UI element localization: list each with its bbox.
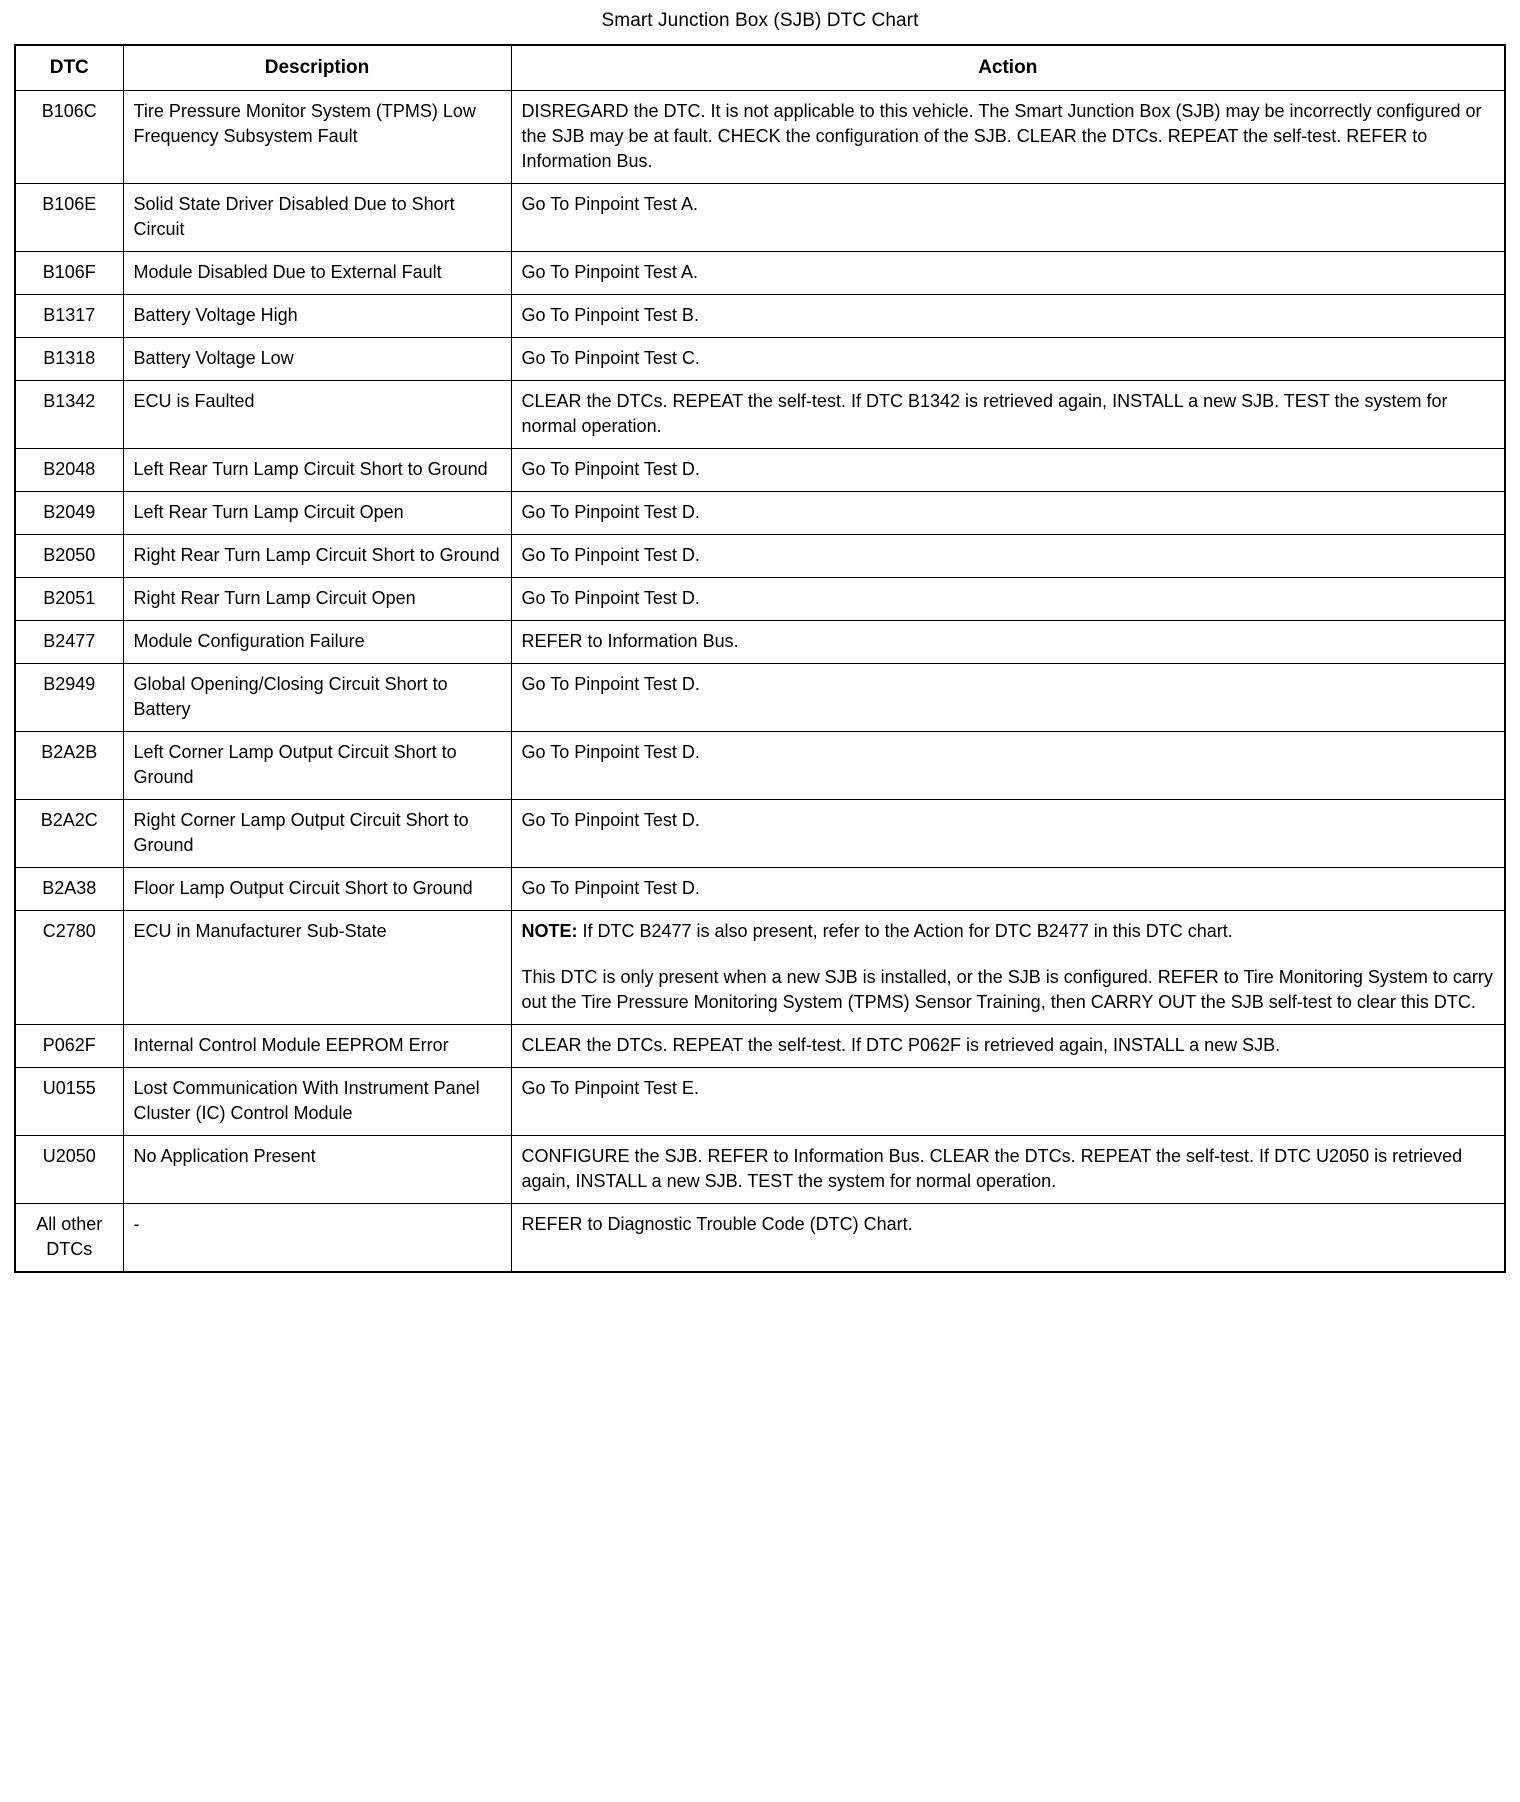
cell-dtc: B1342 <box>15 381 123 449</box>
cell-description: Left Rear Turn Lamp Circuit Open <box>123 492 511 535</box>
cell-dtc: P062F <box>15 1025 123 1068</box>
cell-description: Left Corner Lamp Output Circuit Short to Ground <box>123 732 511 800</box>
table-row <box>15 1204 1505 1273</box>
table-row <box>15 1068 1505 1136</box>
cell-dtc: B2A2C <box>15 800 123 868</box>
cell-dtc: B106C <box>15 91 123 184</box>
cell-description: Battery Voltage Low <box>123 338 511 381</box>
cell-dtc: B106F <box>15 252 123 295</box>
cell-action: Go To Pinpoint Test D. <box>511 664 1505 732</box>
cell-dtc: B2051 <box>15 578 123 621</box>
table-row <box>15 911 1505 1025</box>
cell-description: Solid State Driver Disabled Due to Short Circuit <box>123 184 511 252</box>
cell-dtc: B2050 <box>15 535 123 578</box>
cell-action: Go To Pinpoint Test D. <box>511 868 1505 911</box>
cell-description: Module Configuration Failure <box>123 621 511 664</box>
cell-action: Go To Pinpoint Test D. <box>511 732 1505 800</box>
cell-description: Right Corner Lamp Output Circuit Short to Ground <box>123 800 511 868</box>
cell-dtc: B2949 <box>15 664 123 732</box>
dtc-table-container <box>0 44 1520 1293</box>
action-paragraph: This DTC is only present when a new SJB is installed, or the SJB is configured. REFER to Tire Monitoring System to carry out the Tire Pressure Monitoring System (TPMS) Sensor Training, then CARRY OUT the SJB self-test to clear this DTC. <box>521 967 1493 1012</box>
cell-action: Go To Pinpoint Test A. <box>511 252 1505 295</box>
cell-dtc: B2477 <box>15 621 123 664</box>
cell-description: Global Opening/Closing Circuit Short to Battery <box>123 664 511 732</box>
cell-description: Left Rear Turn Lamp Circuit Short to Ground <box>123 449 511 492</box>
table-row <box>15 800 1505 868</box>
cell-action: REFER to Diagnostic Trouble Code (DTC) Chart. <box>511 1204 1505 1273</box>
cell-dtc: U0155 <box>15 1068 123 1136</box>
action-note-paragraph <box>522 919 1495 944</box>
cell-description: Floor Lamp Output Circuit Short to Ground <box>123 868 511 911</box>
cell-dtc: B106E <box>15 184 123 252</box>
cell-action: Go To Pinpoint Test D. <box>511 535 1505 578</box>
dtc-chart-table <box>14 44 1506 1273</box>
cell-action: REFER to Information Bus. <box>511 621 1505 664</box>
cell-dtc: C2780 <box>15 911 123 1025</box>
table-header-row <box>15 45 1505 91</box>
cell-description: Internal Control Module EEPROM Error <box>123 1025 511 1068</box>
table-row <box>15 732 1505 800</box>
table-body <box>15 91 1505 1273</box>
table-row <box>15 492 1505 535</box>
cell-action <box>511 911 1505 1025</box>
table-row <box>15 621 1505 664</box>
table-row <box>15 338 1505 381</box>
cell-description: Tire Pressure Monitor System (TPMS) Low Frequency Subsystem Fault <box>123 91 511 184</box>
column-header-description: Description <box>123 45 511 91</box>
cell-description: Battery Voltage High <box>123 295 511 338</box>
cell-action: Go To Pinpoint Test E. <box>511 1068 1505 1136</box>
page-title: Smart Junction Box (SJB) DTC Chart <box>601 10 919 31</box>
cell-action: Go To Pinpoint Test C. <box>511 338 1505 381</box>
table-row <box>15 535 1505 578</box>
cell-description: Lost Communication With Instrument Panel Cluster (IC) Control Module <box>123 1068 511 1136</box>
table-row <box>15 578 1505 621</box>
cell-action: Go To Pinpoint Test B. <box>511 295 1505 338</box>
table-row <box>15 252 1505 295</box>
cell-description: Module Disabled Due to External Fault <box>123 252 511 295</box>
cell-description: Right Rear Turn Lamp Circuit Open <box>123 578 511 621</box>
cell-dtc: B2048 <box>15 449 123 492</box>
table-row <box>15 868 1505 911</box>
table-row <box>15 295 1505 338</box>
cell-action: DISREGARD the DTC. It is not applicable to this vehicle. The Smart Junction Box (SJB) may be incorrectly configured or the SJB may be at fault. CHECK the configuration of the SJB. CLEAR the DTCs. REPEAT the self-test. REFER to Information Bus. <box>511 91 1505 184</box>
column-header-action: Action <box>511 45 1505 91</box>
cell-action: Go To Pinpoint Test D. <box>511 800 1505 868</box>
cell-dtc: All other DTCs <box>15 1204 123 1273</box>
cell-description: ECU is Faulted <box>123 381 511 449</box>
table-row <box>15 664 1505 732</box>
cell-dtc: B1318 <box>15 338 123 381</box>
cell-action: CLEAR the DTCs. REPEAT the self-test. If DTC B1342 is retrieved again, INSTALL a new SJB. TEST the system for normal operation. <box>511 381 1505 449</box>
cell-action: Go To Pinpoint Test D. <box>511 449 1505 492</box>
table-header <box>15 45 1505 91</box>
cell-description: - <box>123 1204 511 1273</box>
table-row <box>15 1025 1505 1068</box>
cell-action: Go To Pinpoint Test D. <box>511 492 1505 535</box>
note-label: NOTE: <box>521 921 578 941</box>
cell-dtc: B2049 <box>15 492 123 535</box>
table-row <box>15 381 1505 449</box>
cell-action: Go To Pinpoint Test D. <box>511 578 1505 621</box>
cell-dtc: B2A38 <box>15 868 123 911</box>
cell-description: ECU in Manufacturer Sub-State <box>123 911 511 1025</box>
cell-action: CLEAR the DTCs. REPEAT the self-test. If DTC P062F is retrieved again, INSTALL a new SJB. <box>511 1025 1505 1068</box>
cell-action: Go To Pinpoint Test A. <box>511 184 1505 252</box>
cell-description: No Application Present <box>123 1136 511 1204</box>
note-text: If DTC B2477 is also present, refer to the Action for DTC B2477 in this DTC chart. <box>577 921 1233 941</box>
cell-dtc: B1317 <box>15 295 123 338</box>
table-row <box>15 91 1505 184</box>
table-row <box>15 184 1505 252</box>
table-row <box>15 1136 1505 1204</box>
cell-description: Right Rear Turn Lamp Circuit Short to Ground <box>123 535 511 578</box>
table-row <box>15 449 1505 492</box>
column-header-dtc: DTC <box>15 45 123 91</box>
cell-action: CONFIGURE the SJB. REFER to Information Bus. CLEAR the DTCs. REPEAT the self-test. If DTC U2050 is retrieved again, INSTALL a new SJB. TEST the system for normal operation. <box>511 1136 1505 1204</box>
cell-dtc: U2050 <box>15 1136 123 1204</box>
cell-dtc: B2A2B <box>15 732 123 800</box>
